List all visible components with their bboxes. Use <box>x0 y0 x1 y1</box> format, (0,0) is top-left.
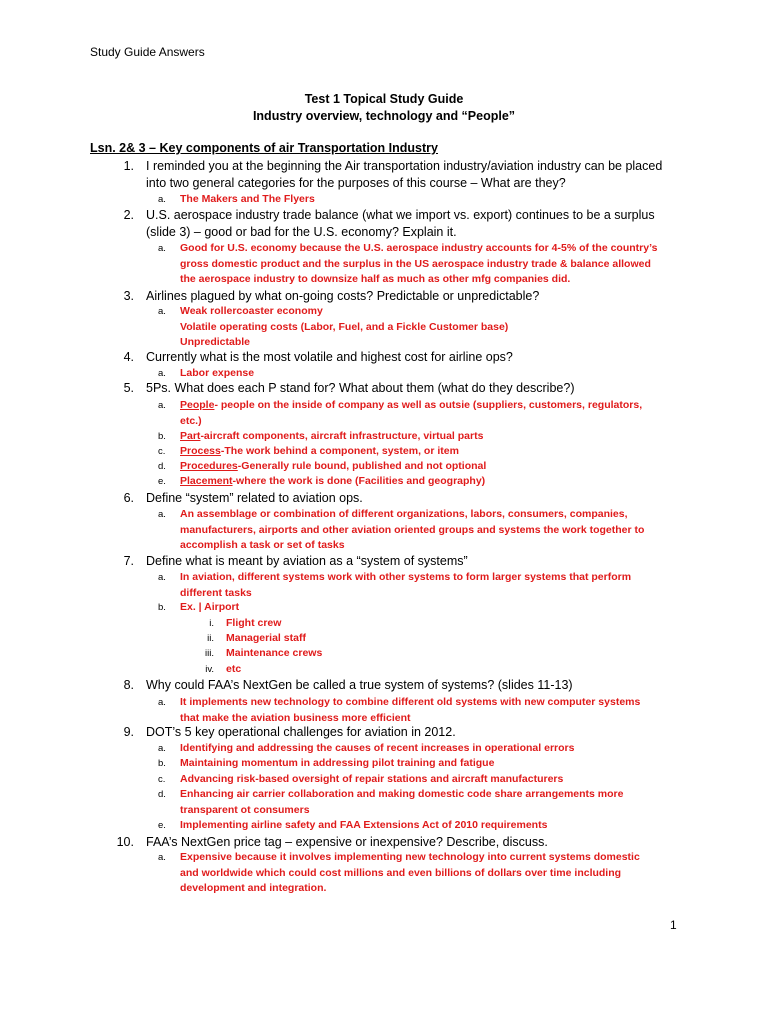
question-text-line: Define “system” related to aviation ops. <box>146 491 363 505</box>
question-text-line: FAA’s NextGen price tag – expensive or inexpensive? Describe, discuss. <box>146 835 548 849</box>
answer-text-line: development and integration. <box>180 882 327 894</box>
answer-text-line: gross domestic product and the surplus in the US aerospace industry trade & balance allowed <box>180 257 651 270</box>
question-text-line: 5Ps. What does each P stand for? What about them (what do they describe?) <box>146 381 575 395</box>
answer-text-line: Enhancing air carrier collaboration and making domestic code share arrangements more <box>180 788 624 800</box>
answer-text-line: the aerospace industry to downsize half as much as other mfg companies did. <box>180 273 571 285</box>
answer-text-line: that make the aviation business more efficient <box>180 711 411 724</box>
answer-marker: i. <box>209 618 214 629</box>
answer-term: Placement <box>180 475 233 487</box>
answer-text-line: An assemblage or combination of different organizations, labors, consumers, companies, <box>180 508 628 520</box>
question-number: 2. <box>123 208 134 222</box>
question-number: 10. <box>116 835 134 849</box>
question-text-line: U.S. aerospace industry trade balance (what we import vs. export) continues to be a surplus <box>146 208 655 222</box>
question-text-line: (slide 3) – good or bad for the U.S. economy? Explain it. <box>146 225 457 239</box>
answer-text-line: Part-aircraft components, aircraft infrastructure, virtual parts <box>180 430 484 442</box>
answer-marker: c. <box>158 774 166 785</box>
answer-text-line: Placement-where the work is done (Facilities and geography) <box>180 475 486 487</box>
answer-marker: a. <box>158 697 166 708</box>
answer-text-line: Weak rollercoaster economy <box>180 305 323 317</box>
answer-marker: iv. <box>205 664 214 675</box>
page-number: 1 <box>670 918 677 932</box>
answer-text-line: accomplish a task or set of tasks <box>180 539 345 551</box>
answer-term: Procedures <box>180 460 238 472</box>
question-number: 3. <box>123 289 134 303</box>
answer-marker: e. <box>158 820 166 831</box>
answer-text-line: Flight crew <box>226 617 282 629</box>
answer-text-line: etc <box>226 663 242 675</box>
answer-marker: b. <box>158 758 166 769</box>
question-number: 9. <box>123 725 134 739</box>
question-number: 8. <box>123 678 134 692</box>
answer-text-line: It implements new technology to combine different old systems with new computer systems <box>180 696 641 708</box>
answer-text-line: transparent ot consumers <box>180 803 310 816</box>
question-text-line: Currently what is the most volatile and highest cost for airline ops? <box>146 350 513 364</box>
answer-text-line: Ex. | Airport <box>180 601 240 613</box>
answer-marker: b. <box>158 602 166 613</box>
question-text-line: Why could FAA’s NextGen be called a true system of systems? (slides 11-13) <box>146 678 573 692</box>
answer-marker: a. <box>158 368 166 379</box>
question-text-line: into two general categories for the purposes of this course – What are they? <box>146 176 566 190</box>
answer-marker: d. <box>158 461 166 472</box>
answer-text-line: In aviation, different systems work with other systems to form larger systems that perform <box>180 571 632 583</box>
answer-marker: iii. <box>205 648 214 659</box>
answer-text-line: Maintaining momentum in addressing pilot training and fatigue <box>180 757 495 769</box>
answer-marker: a. <box>158 572 166 583</box>
answer-text-line: Implementing airline safety and FAA Extensions Act of 2010 requirements <box>180 819 548 831</box>
answer-marker: e. <box>158 476 166 487</box>
page-header: Study Guide Answers <box>90 45 205 59</box>
answer-text-line: People- people on the inside of company as well as outsie (suppliers, customers, regulators, <box>180 399 643 411</box>
answer-text-line: Volatile operating costs (Labor, Fuel, and a Fickle Customer base) <box>180 320 509 333</box>
question-number: 4. <box>123 350 134 364</box>
answer-marker: a. <box>158 306 166 317</box>
question-text-line: I reminded you at the beginning the Air transportation industry/aviation industry can be placed <box>146 159 663 173</box>
answer-text-line: Unpredictable <box>180 336 251 348</box>
answer-text-line: Advancing risk-based oversight of repair stations and aircraft manufacturers <box>180 773 564 785</box>
question-number: 6. <box>123 491 134 505</box>
answer-text-line: Labor expense <box>180 367 255 379</box>
document-title: Test 1 Topical Study Guide <box>304 92 464 106</box>
question-number: 5. <box>123 381 134 395</box>
answer-term: Part <box>180 430 201 442</box>
answer-marker: a. <box>158 509 166 520</box>
answer-text-line: Expensive because it involves implementing new technology into current systems domestic <box>180 851 640 863</box>
answer-text-line: and worldwide which could cost millions and even billions of dollars over time including <box>180 866 622 879</box>
section-heading: Lsn. 2& 3 – Key components of air Transportation Industry <box>90 141 438 155</box>
answer-text-line: Identifying and addressing the causes of recent increases in operational errors <box>180 742 575 754</box>
answer-term: People <box>180 399 215 411</box>
answer-text-line: Procedures-Generally rule bound, published and not optional <box>180 460 487 472</box>
answer-marker: b. <box>158 431 166 442</box>
answer-marker: a. <box>158 400 166 411</box>
answer-term: Process <box>180 445 221 457</box>
answer-marker: a. <box>158 243 166 254</box>
answer-text-line: Managerial staff <box>226 632 306 644</box>
answer-marker: d. <box>158 789 166 800</box>
answer-marker: c. <box>158 446 166 457</box>
answer-text-line: etc.) <box>180 414 202 427</box>
document-subtitle: Industry overview, technology and “People” <box>252 109 516 123</box>
question-number: 1. <box>123 159 134 173</box>
answer-text-line: The Makers and The Flyers <box>180 193 315 205</box>
answer-text-line: Process-The work behind a component, system, or item <box>180 445 459 457</box>
question-text-line: DOT’s 5 key operational challenges for aviation in 2012. <box>146 725 456 739</box>
answer-text-line: manufacturers, airports and other aviation oriented groups and systems the work together to <box>180 523 645 536</box>
question-text-line: Define what is meant by aviation as a “system of systems” <box>146 554 468 568</box>
question-text-line: Airlines plagued by what on-going costs? Predictable or unpredictable? <box>146 289 540 303</box>
answer-marker: a. <box>158 194 166 205</box>
answer-marker: ii. <box>207 633 214 644</box>
answer-marker: a. <box>158 743 166 754</box>
answer-text-line: different tasks <box>180 586 252 599</box>
question-number: 7. <box>123 554 134 568</box>
answer-text-line: Good for U.S. economy because the U.S. aerospace industry accounts for 4-5% of the country’s <box>180 242 658 254</box>
answer-text-line: Maintenance crews <box>226 647 323 659</box>
answer-marker: a. <box>158 852 166 863</box>
